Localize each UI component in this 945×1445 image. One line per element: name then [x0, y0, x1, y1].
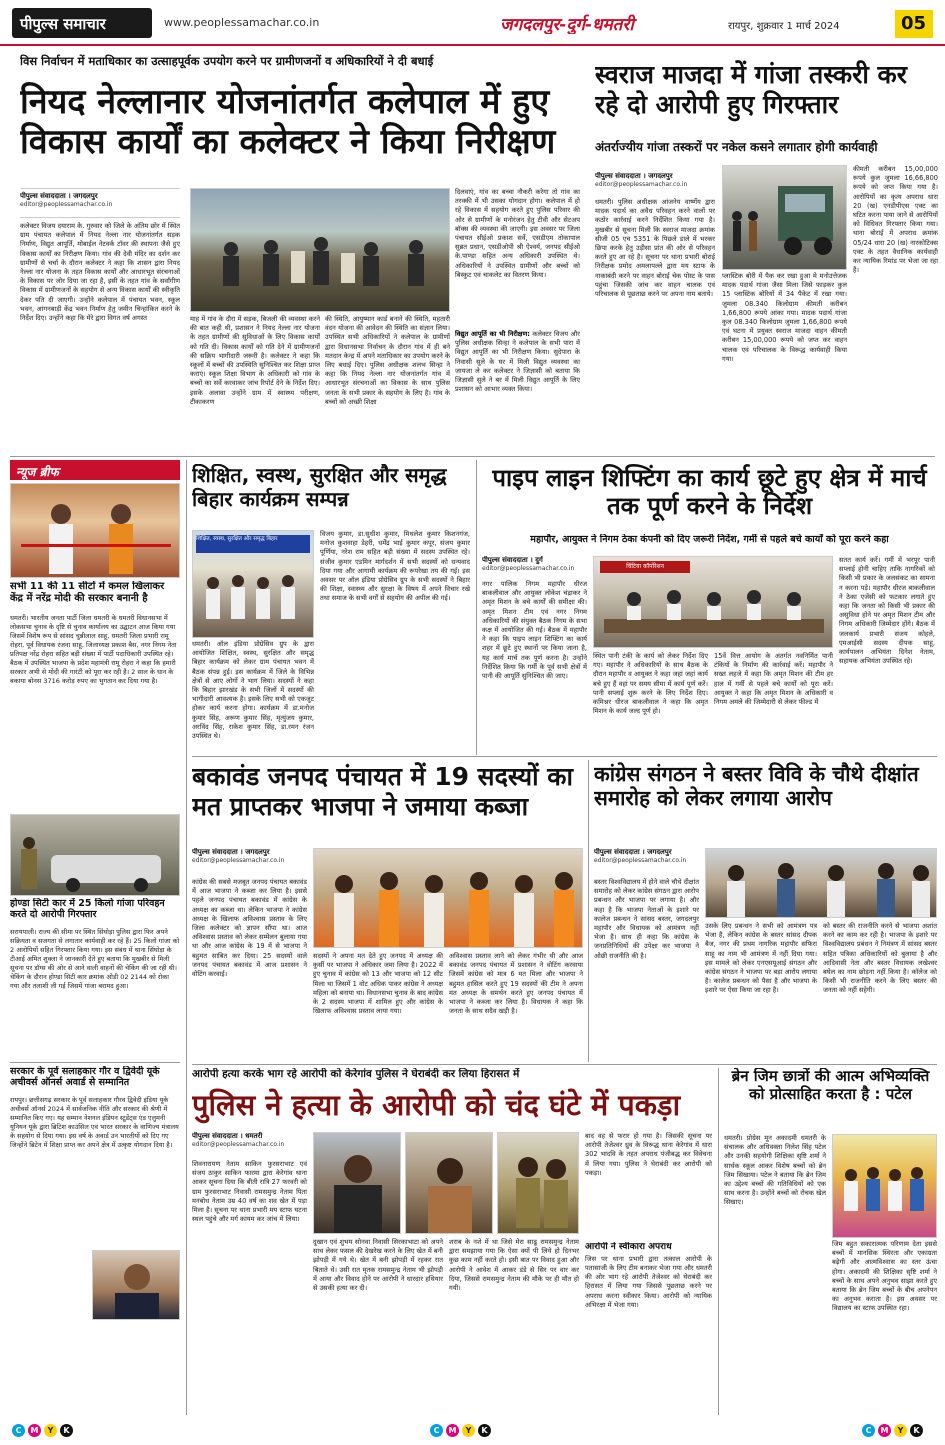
truck-illustration [723, 166, 847, 270]
logo-text: पीपुल्स समाचार [20, 15, 106, 33]
car-seizure-illustration [11, 815, 180, 896]
story4-photo [593, 556, 833, 648]
story2-subhead: अंतर्राज्यीय गांजा तस्करों पर नकेल कसने लगातार होगी कार्यवाही [595, 140, 878, 154]
victory-group-illustration [314, 849, 583, 948]
story2-photo [722, 165, 847, 270]
story1-col1: कलेक्टर विजय दयाराम के. गुरुवार को जिले के अंतिम छोर में स्थित ग्राम पंचायत कलेपाल में नियद नेल्ला नार योजनांतर्गत सड़क निर्माण, विद्युत आपूर्ति, मोबाईल नेटवर्क टॉवर की स्थापना जैसे हुए विकास कार्यों का निरीक्षण किया। गांव की देवी मंदिर का दर्शन कर ग्रामीणों से चर्चा के दौरान कलेक्टर ने कहा कि शासन द्वारा नियद नेल्ला नार योजना के तहत विकास कार्यों और आधारभूत संरचनाओं के विकास पर जोर दिया जा रहा है, इसी के तहत गांव के सर्वांगीण विकास में ग्रामीणजनों के सहयोग से अन्य विकास कार्यों की स्वीकृति देकर पति दी जाएगी। उन्होंने कलेपाल में पंचायत भवन, स्कूल भवन, आंगनबाड़ी केंद्र भवन निर्माण हेतु जमीन चिन्हांकित करने के निर्देश दिए। उन्होंने कहा कि मेरे द्वारा विगत वर्ष अगस्त [20, 222, 180, 323]
story8-headline: ब्रेन जिम छात्रों की आत्म अभिव्यक्ति को प्रोत्साहित करता है : पटेल [731, 1068, 930, 1103]
story1-headline: नियद नेल्लानार योजनांतर्गत कलेपाल में हुए विकास कार्यों का कलेक्टर ने किया निरीक्षण [20, 82, 556, 163]
brief2-photo [10, 814, 180, 896]
story2-col3: कीमती करीबन 15,00,000 रूपये कुल जुमला 16,66,800 रूपये को जप्त किया गया है। आरोपियों का कृत्य अपराध धारा 20 (ख) एनडीपीएस एक्ट का घटित करना पाया जाने से आरोपियों को विधिवत गिरफ्तार किया गया। थाना बोराई में अपराध क्रमांक 05/24 धारा 20 (ख) नारकोटिक्स एक्ट के तहत वैधानिक कार्यवाही कर न्यायिक रिमांड पर भेजा जा रहा है। [853, 165, 938, 275]
story6-headline: कांग्रेस संगठन ने बस्तर विवि के चौथे दीक्षांत समारोह को लेकर लगाया आरोप [594, 762, 919, 811]
cyan-mark: C [12, 1424, 25, 1437]
story7-col4: बाद वह से फरार हो गया है। जिसकी सूचना पर आरोपी तेजेश्वर ध्रुव के विरूद्ध थाना केरेगांव में धारा 302 भादवि के तहत अपराध पंजीबद्ध कर विवेचना में लिया गया। पुलिस ने घेराबंदी कर आरोपी को पकड़ा। [585, 1132, 712, 1177]
story6-col1: बस्तर विश्वविद्यालय में होने वाले चौथे दीक्षांत समारोह को लेकर कांग्रेस संगठन द्वारा आरोप प्रबन्धन और भाजपा पर लगाया है। और कहा है कि भाजपा नेताओं के इशारे पर कालेज प्रबन्धन ने सांसद बस्तर, जगदलपुर महापौर और विधायक को आमंत्रण नहीं भेजा है। साथ ही कहा कि कांग्रेस के जनप्रतिनिधियों की उपेक्षा कर भाजपा ने ओछी राजनीति की है। [594, 878, 699, 960]
magenta-mark: M [878, 1424, 891, 1437]
story5-byline: पीपुल्स संवाददाता । जगदलपुर editor@peoplessamachar.co.in [192, 848, 285, 864]
story3-photo-banner: शिक्षित, स्वस्थ, सुरक्षित और समृद्ध बिहार [196, 535, 310, 553]
edition-banner [500, 12, 710, 34]
magenta-mark: M [446, 1424, 459, 1437]
story7-photo-victim [405, 1132, 493, 1234]
story6-byline: पीपुल्स संवाददाता । जगदलपुर editor@peoplessamachar.co.in [594, 848, 687, 864]
story1-col3: की स्थिति, आयुष्मान कार्ड बनाने की स्थिति, महतारी वंदन योजना की आवेदन की स्थिति का संज्ञान लिया। उपस्थित सभी अधिकारियों ने कलेपाल के ग्रामीणों द्वारा विधानसभा निर्वाचन के दौरान गांव में ही बने मतदान केन्द्र में अपने मताधिकार का उपयोग करने के लिए बधाई दिए। पुलिस अधीक्षक शलभ सिन्हा ने कहा कि नियद नेल्ला नार योजनांतर्गत गांव में आधारभूत संरचनाओं का विकास के साथ पुलिस जनता के सभी प्रकार के सहयोग के लिए है। गांव के बच्चों को अच्छी शिक्षा [325, 315, 450, 406]
story4-subhead: महापौर, आयुक्त ने निगम ठेका कंपनी को दिए जरूरी निर्देश, गर्मी से पहले बचे कार्यों को पूरा करने कहा [530, 534, 889, 545]
black-mark: K [60, 1424, 73, 1437]
story3-photo [192, 530, 314, 638]
brief3-headline: सरकार के पूर्व सलाहकार गौर व द्विवेदी यूके अचीवर्स ऑनर्स अवार्ड से सम्मानित [10, 1066, 160, 1089]
brief2-headline: होण्डा सिटी कार में 25 किलो गांजा परिवहन करते दो आरोपी गिरफ्तार [10, 898, 165, 921]
story4-col1: नगर पालिक निगम महापौर धीरज बाकलीवाल और आयुक्त लोकेश चंद्राकर ने अमृत मिशन के बचे कार्यों की समीक्षा की। अमृत मिशन टीम एवं नगर निगम अधिकारियों की संयुक्त बैठक निगम के सभा कक्ष में आयोजित की गई। बैठक में महापौर ने कहा कि पाइप लाइन शिफ्टिंग का कार्य शहर में छूटे हुए स्थानों पर किया जाना है, यह कार्य मार्च तक पूर्ण करना है। उन्होंने निर्देशित किया कि गर्मी के पूर्व सभी क्षेत्रों में पानी की आपूर्ति सुनिश्चित की जाए। [482, 580, 587, 681]
story5-photo [313, 848, 583, 948]
story7-kicker: आरोपी हत्या करके भाग रहे आरोपी को केरेगांव पुलिस ने घेराबंदी कर लिया हिरासत में [192, 1068, 520, 1080]
cmyk-marks-right [862, 1424, 923, 1437]
brief1-headline: सभी 11 की 11 सीटों में कमल खिलाकर केंद्र में नरेंद्र मोदी की सरकार बनानी है [10, 581, 165, 604]
magenta-mark: M [28, 1424, 41, 1437]
yellow-mark: Y [44, 1424, 57, 1437]
story7-photo-police [497, 1132, 579, 1234]
story7-byline: पीपुल्स संवाददाता । धमतरी editor@peoplessamachar.co.in [192, 1132, 285, 1148]
story7-col3: शराब के नशे में था जिसे मेरा साढू रामसमुन्द्र नेताम द्वारा समझाया गया कि ऐसा क्यों पी लिये हो दिनभर कुछ काम नहीं करते हो। इसी बात पर विवाद हुआ और आरोपी ने आवेश में आकर डंडे से सिर पर वार कर दिया, जिससे रामसमुन्द्र नेताम की मौके पर ही मौत हो गयी। [449, 1238, 579, 1293]
story7-photo-accused [313, 1132, 401, 1234]
brief1-text: धमतरी। भारतीय जनता पार्टी जिला धमतरी के धमतरी विधानसभा में लोकसभा चुनाव के दृष्टि से चुनाव कार्यालय का उद्घाटन आज किया गया जिसमें विशेष रूप से सांसद चुन्नीलाल साहू, धमतरी जिला प्रभारी रामू रोहरा, पूर्व विधायक रंजना साहू, जिलाध्यक्ष प्रकाश बैस, नगर निगम नेता प्रतिपक्ष नरेंद्र रोहरा सहित बड़ी संख्या में पार्टी पदाधिकारी उपस्थित रहे। बैठक में उपस्थित भाजपा के प्रदेश महामंत्री रामू रोहरा ने कहा कि हमारी सरकार अभी से मोदी की गारंटी को पूरा कर रही है। 2 साल के धान के बकाया बोनस 3716 करोड़ रुपए का भुगतान कर दिया गया है। [10, 614, 177, 685]
story7-col2: दुखान एवं शुभम सोनवा निवासी सिरकाभाटा को अपने साथ लेकर फसल की देखरेख करने के लिए खेत में बनी झोपड़ी में गये थे। खेत में बनी झोपड़ी में रहकर रात बिताते थे। उसी रात मृतक रामसमुन्द्र नेताम भी झोपड़ी में आया और विवाद होने पर आरोपी ने धारदार हथियार से उसकी हत्या कर दी। [313, 1238, 443, 1293]
cmyk-marks-left [12, 1424, 73, 1437]
story4-col3: 15वें वित्त आयोग के अंतर्गत नवनिर्मित पानी टंकियों के निर्माण की कार्रवाई करें। महापौर ने सख्त लहजे में कहा कि अमृत मिशन की टीम हर हाल में गर्मी से पहले बचे कार्यों को पूरा करें। आयुक्त ने कहा कि अमृत मिशन के अधिकारी व निगम अमले की जिम्मेदारी से लेकर फील्ड में [714, 652, 833, 707]
story1-byline: पीपुल्स संवाददाता । जगदलपुर editor@peoplessamachar.co.in [20, 188, 180, 218]
story1-photo [190, 188, 450, 312]
story7-col1: शिवनारायण नेताम साकिन फुरसराभाट एवं संजय ठाकुर साकिन फारमा द्वारा केरेगांव थाना आकर सूचना दिया कि बीती रात्रि 27 फरवरी को ग्राम फुरसराभाट निवासी रामसमुन्द्र नेताम पिता मनबोध नेताम उम्र 40 वर्ष का शव खेत में पड़ा मिला है। सूचना पर थाना प्रभारी मय स्टाफ घटना स्थल पहुंचे और मर्ग कायम कर जांच में लिया। [192, 1160, 307, 1224]
story4-headline: पाइप लाइन शिफ्टिंग का कार्य छूटे हुए क्षेत्र में मार्च तक पूर्ण करने के निर्देश [492, 464, 927, 521]
story4-photo-banner: चिंटिया कॉर्पोरेशन [600, 561, 690, 573]
story5-col3: अविश्वास प्रस्ताव लाने को लेकर गंभीर थी और आज बकावंड जनपद पंचायत में प्रशासन ने वोटिंग करवाया जिसमें कांग्रेस को मात्र 6 मत मिला और भाजपा ने बहुमत हासिल करते हुए 19 सदस्यों की टीम ने अपना मत अध्यक्ष के समर्थन करते हुए जनपद पंचायत में भाजपा ने कब्जा कर लिया है। विधायक ने कहा कि जनता के साथ सदैव खड़ी है। [449, 952, 583, 1016]
story7-subsection: आरोपी ने स्वीकारा अपराध जिस पर थाना प्रभारी द्वारा तत्काल आरोपी के पतासाजी के लिए टीम बनाकर भेजा गया और धमतरी की ओर भाग रहे आरोपी तेजेश्वर को घेराबंदी कर हिरासत में लिया गया जिससे पूछताछ करने पर अपराध करना स्वीकार किया। आरोपी को न्यायिक अभिरक्षा में भेजा गया। [585, 1242, 712, 1309]
story2-byline: पीपुल्स संवाददाता । जगदलपुर editor@peoplessamachar.co.in [595, 172, 688, 188]
story6-col3: को बस्तर की राजनीति करने से भाजपा अशांत करने का काम कर रही है। भाजपा के इशारे पर विश्वविद्यालय प्रबंधन ने निमंत्रण में सांसद बस्तर सहित पत्रिका अधिकारियों को बुलाया है और आदिवासी नेता और बस्तर विधायक लखेश्वर बघेल का नाम छोड़ना नहीं किया है। कॉलेज को किसी भी राजनीति करने के लिए बस्तर की जनता को नहीं सहेगी। [823, 922, 937, 995]
brief3-photo [92, 1250, 180, 1320]
ribbon-cutting-illustration [11, 484, 180, 578]
meeting-illustration [193, 531, 314, 638]
police-illustration [498, 1133, 579, 1234]
story1-col2: माह में गांव के दौरा में सड़क, बिजली की व्यवस्था करने की बात कही थी, प्रशासन ने नियद नेल्ला नार योजना के तहत ग्रामीणों की सुविधाओं के लिए विकास कार्यों को गति दी। विकास कार्यों को गति देने में ग्रामीणजनों की सक्रिय भागीदारी जरूरी है। कलेक्टर ने कहा कि स्कूलों में बच्चों की उपस्थिति सुनिश्चित कर शिक्षा प्राप्त कराएं। स्कूल शिक्षा विभाग के अधिकारी को गांव के बच्चों का सर्वे करवाकर जांच रिपोर्ट देने के निर्देश दिए। इसके अलावा उन्होंने ग्राम में स्वास्थ्य परीक्षण, टीकाकरण [190, 315, 320, 406]
yellow-mark: Y [894, 1424, 907, 1437]
story2-headline: स्वराज माजदा में गांजा तस्करी कर रहे दो आरोपी हुए गिरफ्तार [595, 60, 907, 119]
story3-col2: विजय कुमार, डा.सुधीश कुमार, मिथलेश कुमार किशनगंज, मनोज कुशवाहा डेहरी, धर्मेंद्र भाई कुमार कपूर, संजय कुमार पूर्णिया, नरेश राम सहित बड़ी संख्या में सदस्य उपस्थित रहे। संजीव कुमार एडमिन मार्गदर्शन में सभी सदस्यों को धन्यवाद दिया गया और आगामी कार्यक्रम की रूपरेखा तय की गई। इस अवसर पर ऑल इंडिया प्रोग्रेसिव ग्रुप के सभी सदस्यों ने बिहार की शिक्षा, स्वास्थ्य और सुरक्षा के विषय में अपने विचार रखे तथा समाज के सभी वर्गों से सहयोग की अपील की गई। [320, 530, 470, 603]
story7-headline: पुलिस ने हत्या के आरोपी को चंद घंटे में पकड़ा [192, 1088, 681, 1122]
yellow-mark: Y [462, 1424, 475, 1437]
story8-col2: जिम बहुत सकारात्मक परिणाम देता इससे बच्चों में मानसिक स्थिरता और एकाग्रता बढ़ेगी और आत्मविश्वास का स्तर ऊंचा होगा। अकादमी की शिक्षिका सृष्टि शर्मा ने बच्चों के साथ अपने अनुभव साझा करते हुए बताया कि ब्रेन जिम बच्चों के बीच अपनेपन का अनुभव कराता है। इस अवसर पर विद्यालय का स्टाफ उपस्थित रहा। [832, 1240, 937, 1313]
dateline: रायपुर, शुक्रवार 1 मार्च 2024 [728, 21, 840, 32]
story2-col2: प्लास्टिक बोरी में पैक कर रखा हुआ मे मनोउत्तेजक मादक पदार्थ गांजा जैसा मिला जिसे फाड़कर कुल 15 प्लास्टिक बोरियों में 34 पैकेट में रखा गया। जुमला 08.340 किलोग्राम कीमती करीबन 1,66,800 रूपये आंका गया। मादक पदार्थ गांजा कुल 08.340 किलोग्राम जुमला 1,66,800 रूपये एवं घटना में प्रयुक्त स्वराज माजदा वाहन कीमती करीबन 15,00,000 रूपये को जप्त कर वाहन चालक एवं परिचालक के विरूद्ध कार्यवाही किया गया। [722, 272, 847, 363]
story4-byline: पीपुल्स संवाददाता । दुर्ग editor@peoplessamachar.co.in [482, 556, 575, 572]
black-mark: K [910, 1424, 923, 1437]
crowd-illustration [191, 189, 450, 312]
story8-photo [832, 1134, 937, 1238]
story3-col1: धमतरी। ऑल इंडिया प्रोग्रेसिव ग्रुप के द्वारा आयोजित शिक्षित, स्वस्थ, सुरक्षित और समृद्ध बिहार कार्यक्रम को लेकर ग्राम पंचायत भवन में बैठक संपन्न हुई। इस कार्यक्रम में जिले के विभिन्न क्षेत्रों से आए लोगों ने भाग लिया। सदस्यों ने कहा कि बिहार झारखंड के सभी जिलों में सदस्यों की भागीदारी आवश्यक है। इसके लिए सभी को एकजुट होकर कार्य करना होगा। कार्यक्रम में डा.मनोज कुमार सिंह, अरूण कुमार सिंह, मृत्युंजय कुमार, अरविंद सिंह, राकेश कुमार सिंह, डा.रमन रंजन उपस्थित थे। [192, 640, 314, 741]
protest-group-illustration [706, 849, 937, 918]
news-brief-label: न्यूज ब्रीफ [10, 460, 180, 480]
story6-photo [705, 848, 937, 918]
page-number-text: 05 [901, 13, 927, 34]
brief2-text: सरायपाली। राज्य की सीमा पर स्थित सिंघोड़ा पुलिस द्वारा फिर अपने सक्रियता व सजगता से लगातार कार्यवाही कर रहे हैं। 25 किलो गांजा को 2 आरोपियों सहित गिरफ्तार किया गया। इस संबंध में थाना सिंघोड़ा के टीआई अमित शुक्ला ने जानकारी देते हुए बताया कि मुखबीर से मिली सूचना पर डॉग्स की ओर से आने वाली वाहनों की चेकिंग की जा रही थी। चेकिंग के दौरान होण्डा सिटी कार क्रमांक ओडी 02 2144 को रोका गया और तलाशी ली गई जिसमें गांजा बरामद हुआ। [10, 928, 180, 990]
cyan-mark: C [430, 1424, 443, 1437]
brief3-text: रायपुर। छत्तीसगढ़ सरकार के पूर्व सलाहकार गौरव द्विवेदी इंडिया यूके अचीवर्स ऑनर्स 2024 में सार्वजनिक नीति और सरकार की श्रेणी में सम्मानित किए गए। यह सम्मान नेशनल इंडियन स्टूडेंट्स एंड एलुमनी यूनियन यूके द्वारा ब्रिटिश काउंसिल एवं भारत सरकार के वाणिज्य मंत्रालय के सहयोग से दिया गया। इस वर्ष के अवार्ड उन भारतीयों को दिए गए जिन्होंने ब्रिटेन में शिक्षा प्राप्त कर अपने क्षेत्र में उत्कृष्ट योगदान दिया है। [10, 1096, 179, 1149]
victim-illustration [406, 1133, 493, 1234]
story1-subhead: विद्युत आपूर्ति का भी निरीक्षण: कलेक्टर विजय और पुलिस अधीक्षक सिन्हा ने कलेपाल के सभी पारा में विद्युत आपूर्ति का भी निरीक्षण किया। सुदेपारा के निवासी सुले के घर में मिली विद्युत व्यवस्था का जायजा ले कर कलेक्टर ने जिज्ञासी को बताया कि जिज्ञासी सुले ने बर में मिली विद्युत आपूर्ति के लिए प्रशासन को आभार व्यक्त किया। [455, 330, 580, 394]
story1-col4: दिलवाएं, गांव का बच्चा नौकरी करेगा तो गांव का तरक्की में भी उसका योगदान होगा। कलेपाल में हो रहे विकास में सहयोग करते हुए पुलिस परिवार की ओर से ग्रामीणों के मनोरंजन हेतु टीवी और सेटअप बॉक्स की व्यवस्था की जाएगी। इस अवसर पर जिला पंचायत सीईओ प्रकाश सर्वे, एसडीएम तोकापाल सुब्रत प्रधान, एसडीओपी श्री ऐश्वर्य, जनपद सीईओ के.पाण्डा सहित अन्य अधिकारी उपस्थित थे। अधिकारियों ने उपस्थित ग्रामीणों और बच्चों को बिस्कुट एवं चाकलेट का वितरण किया। [455, 188, 580, 279]
black-mark: K [478, 1424, 491, 1437]
story6-col2: उसके लिए प्रबन्धन ने सभी को आमंत्रण पत्र भेजा है, लेकिन कांग्रेस के बस्तर सांसद दीपक बैज, नगर की प्रथम नागरिक महापौर सफिरा साहू का नाम भी आमंत्रण में नहीं दिया गया। इस मामले को लेकर एनएसयूआई संगठन और कांग्रेस संगठन ने भाजपा पर बड़ा आरोप लगाया है। कालेज प्रबन्धन को पैसा है और भाजपा के इशारे पर ऐसा किया जा रहा है। [705, 922, 817, 995]
story5-col2: सदस्यों ने अपना मत देते हुए जनपद में अध्यक्ष की कुर्सी पर भाजपा ने अधिकार जमा लिया है। 2022 में हुए चुनाव में कांग्रेस को 13 और भाजपा को 12 सीट मिला था जिसमें 1 वोट अधिक पाकर कांग्रेस ने अध्यक्ष महिला को बनाया था। विधानसभा चुनाव के बाद कांग्रेस के 2 सदस्य भाजपा में शामिल हुए और कांग्रेस के खिलाफ अविश्वास प्रस्ताव लाया गया। [313, 952, 443, 1016]
story5-col1: कांग्रेस की सबसे मजबूत जनपद पंचायत बकावंड में आज भाजपा ने कब्जा कर लिया है। इससे पहले जनपद पंचायत बकावंड में कांग्रेस के अध्यक्ष का कब्जा था। लेकिन भाजपा ने कांग्रेस अध्यक्ष के खिलाफ अविश्वास प्रस्ताव के लिए जिला कलेक्टर को ज्ञापन सौंपा था। आज अविश्वास प्रस्ताव को लेकर सम्मेलन बुलाया गया था और आज कांग्रेस के 19 में से भाजपा ने बहुमत साबित कर दिया। 25 सदस्यों वाले जनपद पंचायत बकावंड में आज प्रशासन ने वोटिंग करवाई। [192, 878, 307, 979]
brief1-photo [10, 483, 180, 578]
story5-headline: बकावंड जनपद पंचायत में 19 सदस्यों का मत प्राप्तकर भाजपा ने जमाया कब्जा [192, 762, 573, 821]
page-number [895, 10, 933, 38]
review-meeting-illustration [594, 557, 833, 648]
story3-headline: शिक्षित, स्वस्थ, सुरक्षित और समृद्ध बिहार कार्यक्रम सम्पन्न [192, 464, 447, 511]
portrait-illustration [93, 1251, 180, 1320]
website: www.peoplessamachar.co.in [164, 16, 320, 29]
masthead [0, 0, 945, 46]
edition-text: जगदलपुर-दुर्ग-धमतरी [500, 15, 634, 34]
students-illustration [833, 1135, 937, 1238]
story4-col4: सतत कार्य करें। गर्मी में भरपूर पानी सप्लाई होनी चाहिए ताकि नागरिकों को किसी भी प्रकार के जलसंकट का सामना न करना पड़े। महापौर धीरज बाकलीवाल ने ठेका एजेंसी को फटकार लगाते हुए कहा कि जनता को किसी भी प्रकार की असुविधा होने पर अमृत मिशन टीम और निगम अधिकारी जिम्मेदार होंगे। बैठक में जलकार्य प्रभारी संजय कोहले, एमआईसी सदस्य दीपक साहू, कार्यपालन अभियंता दिनेश नेताम, सहायक अभियंता उपस्थित रहे। [839, 556, 935, 666]
story2-col1: धमतरी। पुलिस अधीक्षक आंजनेय वार्ष्णेय द्वारा मादक पदार्थ का अवैध परिवहन करने वालों पर कठोर कार्रवाई करने निर्देशित किया गया है। मुखबीर से सूचना मिली कि स्वराज माजदा क्रमांक सीजी 05 एच 5351 के पिछले डाले में भरकर छिपा करके हेतु उड़ीसा प्रांत की ओर से परिवहन करते हुए आ रहे है। सूचना पर थाना प्रभारी बोराई निरीक्षक प्रमोद अमलापल्ले द्वारा मय स्टाफ के नाकाबंदी करने पर वाहन बोराई चेक पोस्ट के पास पहुंचा जिसकी जांच कर वाहन चालक एवं परिचालक से पूछताछ करने पर अपना नाम बताये। [595, 198, 715, 299]
story1-kicker: विस निर्वाचन में मताधिकार का उत्साहपूर्वक उपयोग करने पर ग्रामीणजनों व अधिकारियों ने दी बधाई [20, 54, 434, 68]
story4-col2: स्थित पानी टंकी के कार्य को लेकर निर्देश दिए गए। महापौर ने अधिकारियों के साथ बैठक के दौरान महापौर व आयुक्त ने कहा जहां जहां कार्य बचे हुए हैं वहां पर समय सीमा में कार्य पूर्ण करें। पानी सप्लाई शुरू करने के लिए निर्देश दिए। कमिश्नर धीरज बाकलीवाल ने कहा कि अमृत मिशन के कार्य जल्द पूर्ण हो। [593, 652, 708, 716]
accused-illustration [314, 1133, 401, 1234]
logo [12, 8, 152, 38]
cyan-mark: C [862, 1424, 875, 1437]
story8-col1: धमतरी। प्रोग्रेस मून अकादमी धमतरी के संचालक और अधिवक्ता निलेश सिंह पटेल और उनकी सहयोगी शिक्षिका सृष्टि शर्मा ने सार्थक स्कूल आकर विशेष बच्चों को ब्रेन जिम सिखाया। पटेल ने बताया कि ब्रेन जिम का उद्देश्य बच्चों की गतिविधियों को एक साथ करना है। उन्होंने बच्चों को रोचक खेल सिखाए। [724, 1134, 826, 1207]
cmyk-marks-center [430, 1424, 491, 1437]
